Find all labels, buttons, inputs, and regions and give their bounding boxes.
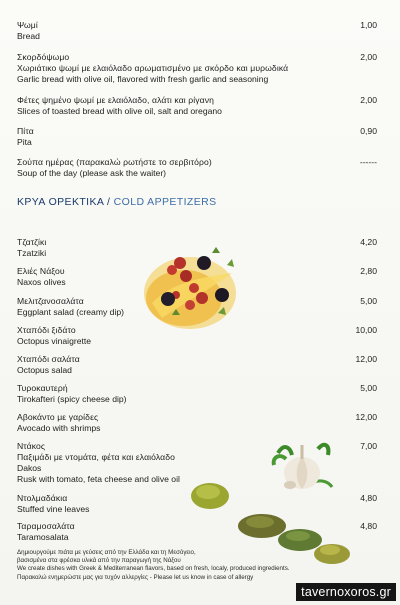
item-name-en: Eggplant salad (creamy dip): [17, 307, 124, 317]
item-desc-gr: Παξιμάδι με ντομάτα, φέτα και ελαιόλαδο: [17, 452, 175, 462]
item-name-gr: Ελιές Νάξου: [17, 266, 65, 276]
item-name-en: Naxos olives: [17, 277, 66, 287]
section-title-gr: ΚΡΥΑ ΟΡΕΚΤΙΚΑ: [17, 196, 104, 208]
item-name-en: Soup of the day (please ask the waiter): [17, 168, 167, 178]
item-price: ------: [359, 157, 377, 167]
item-price: 2,80: [360, 266, 377, 276]
item-name-en: Tzatziki: [17, 248, 47, 258]
menu-item-bread: [17, 20, 377, 42]
item-name-gr: Πίτα: [17, 126, 34, 136]
item-desc-gr: Χωριάτικο ψωμί με ελαιόλαδο αρωματισμένο με σκόρδο και μυρωδικά: [17, 63, 289, 73]
item-name-gr: Χταπόδι σαλάτα: [17, 354, 80, 364]
item-price: 0,90: [360, 126, 377, 136]
item-name-gr: Σούπα ημέρας (παρακαλώ ρωτήστε το σερβιτόρο): [17, 157, 212, 167]
item-price: 10,00: [355, 325, 377, 335]
item-name-gr: Αβοκάντο με γαρίδες: [17, 412, 99, 422]
item-price: 7,00: [360, 441, 377, 451]
item-price: 12,00: [355, 354, 377, 364]
item-name-gr: Φέτες ψημένο ψωμί με ελαιόλαδο, αλάτι και ρίγανη: [17, 95, 215, 105]
menu-item-avocado-shrimps: [17, 412, 377, 434]
item-name-gr: Μελιτζανοσαλάτα: [17, 296, 84, 306]
menu-item-garlic-bread: [17, 52, 377, 85]
footer-notes: [17, 549, 347, 582]
item-price: 4,80: [360, 521, 377, 531]
item-price: 2,00: [360, 52, 377, 62]
item-price: 4,80: [360, 493, 377, 503]
item-name-en: Dakos: [17, 463, 42, 473]
item-name-en: Slices of toasted bread with olive oil, salt and oregano: [17, 106, 222, 116]
item-name-en: Garlic bread with olive oil, flavored with fresh garlic and seasoning: [17, 74, 269, 84]
note-line: Δημιουργούμε πιάτα με γεύσεις από την Ελλάδα και τη Μεσόγειο,: [17, 549, 196, 556]
note-line: βασισμένα στα φρέσκα υλικά από την παραγωγή της Νάξου: [17, 557, 181, 565]
menu-item-octopus-salad: [17, 354, 377, 376]
item-price: 1,00: [360, 20, 377, 30]
item-desc-en: Rusk with tomato, feta cheese and olive oil: [17, 474, 180, 484]
item-name-en: Stuffed vine leaves: [17, 504, 90, 514]
menu-item-soup: [17, 157, 377, 179]
item-price: 2,00: [360, 95, 377, 105]
item-name-gr: Τζατζίκι: [17, 237, 47, 247]
item-name-gr: Τυροκαυτερή: [17, 383, 68, 393]
item-name-gr: Ντολμαδάκια: [17, 493, 68, 503]
section-title-en: COLD APPETIZERS: [113, 196, 217, 208]
note-line: Παρακαλώ ενημερώστε μας για τυχόν αλλεργίες - Please let us know in case of allergy: [17, 573, 254, 581]
item-name-en: Taramosalata: [17, 532, 69, 542]
item-price: 5,00: [360, 383, 377, 393]
menu-item-tirokafteri: [17, 383, 377, 405]
item-name-gr: Ντάκος: [17, 441, 46, 451]
item-name-en: Avocado with shrimps: [17, 423, 101, 433]
section-title: [17, 196, 217, 208]
item-name-gr: Ταραμοσαλάτα: [17, 521, 75, 531]
section-title-separator: /: [103, 196, 114, 208]
item-name-en: Tirokafteri (spicy cheese dip): [17, 394, 127, 404]
item-price: 5,00: [360, 296, 377, 306]
item-price: 4,20: [360, 237, 377, 247]
menu-item-toasted-bread: [17, 95, 377, 117]
item-name-gr: Χταπόδι ξιδάτο: [17, 325, 76, 335]
item-name-en: Octopus salad: [17, 365, 72, 375]
menu-item-pita: [17, 126, 377, 148]
site-watermark: tavernoxoros.gr: [296, 583, 396, 601]
item-name-en: Bread: [17, 31, 40, 41]
octopus-dish-photo: [142, 243, 242, 338]
item-name-en: Pita: [17, 137, 32, 147]
note-line: We create dishes with Greek & Mediterranean flavors, based on fresh, localy, produced ingredients.: [17, 565, 290, 573]
item-price: 12,00: [355, 412, 377, 422]
item-name-en: Octopus vinaigrette: [17, 336, 92, 346]
item-name-gr: Σκορδόψωμο: [17, 52, 70, 62]
item-name-gr: Ψωμί: [17, 20, 38, 30]
